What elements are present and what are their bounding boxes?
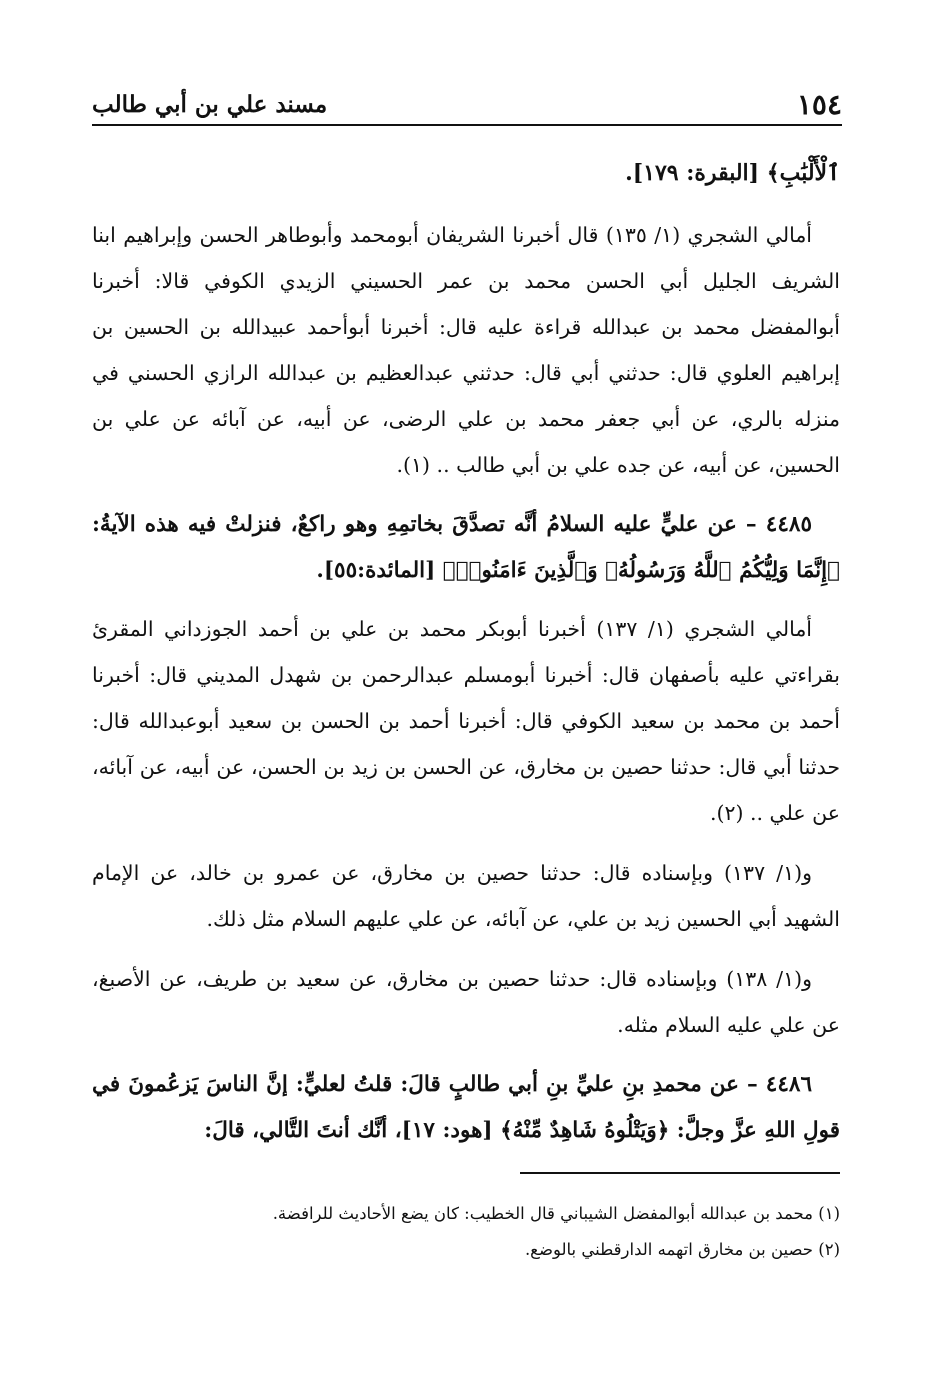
hadith-4485: ٤٤٨٥ – عن عليٍّ عليه السلامُ أنَّه تصدَّقَ بخاتمِهِ وهو راكعٌ، فنزلتْ فيه هذه الآيةُ: ﴿إِنَّمَا وَلِيُّكُمُ ٱللَّهُ وَرَسُولُهُۥ وَٱلَّذِينَ ءَامَنُوا۟﴾ [المائدة:٥٥].	[92, 512, 840, 583]
main-text	[92, 150, 840, 1166]
footnotes	[92, 1196, 840, 1268]
verse-ending: ٱلْأَلْبَٰبِ﴾ [البقرة: ١٧٩].	[625, 160, 840, 186]
source-citation-paragraph: أمالي الشجري (١/ ١٣٥) قال أخبرنا الشريفان أبومحمد وأبوطاهر الحسن وإبراهيم ابنا الشريف الجليل أبي الحسن محمد بن عمر الحسيني الزيدي الكوفي قالا: أخبرنا أبوالمفضل محمد بن عبدالله قراءة عليه قال: أخبرنا أبوأحمد عبيدالله بن الحسين بن إبراهيم العلوي قال: حدثني أبي قال: حدثني عبدالعظيم بن عبدالله الرازي الحسني في منزله بالري، عن أبي جعفر محمد بن علي الرضى، عن أبيه، عن آبائه عن علي بن الحسين، عن أبيه، عن جده علي بن أبي طالب .. (١).	[92, 223, 840, 477]
footnote-divider	[520, 1172, 840, 1174]
running-header	[92, 84, 842, 126]
footnote-1: (١) محمد بن عبدالله أبوالمفضل الشيباني قال الخطيب: كان يضع الأحاديث للرافضة.	[272, 1204, 840, 1223]
running-title: مسند علي بن أبي طالب	[92, 91, 328, 118]
source-citation-paragraph: و(١/ ١٣٧) وبإسناده قال: حدثنا حصين بن مخارق، عن عمرو بن خالد، عن الإمام الشهيد أبي الحسين زيد بن علي، عن آبائه، عن علي عليهم السلام مثل ذلك.	[92, 861, 840, 931]
source-citation-paragraph: أمالي الشجري (١/ ١٣٧) أخبرنا أبوبكر محمد بن علي بن أحمد الجوزداني المقرئ بقراءتي عليه بأصفهان قال: أخبرنا أبومسلم عبدالرحمن بن شهدل المديني قال: أخبرنا أحمد بن محمد بن سعيد الكوفي قال: أخبرنا أحمد بن الحسن بن سعيد أبوعبدالله قال: حدثنا أبي قال: حدثنا حصين بن مخارق، عن الحسن بن زيد بن الحسن، عن أبيه، عن آبائه، عن علي .. (٢).	[92, 617, 840, 825]
footnote-2: (٢) حصين بن مخارق اتهمه الدارقطني بالوضع.	[524, 1240, 840, 1259]
page-number: ١٥٤	[796, 88, 842, 121]
source-citation-paragraph: و(١/ ١٣٨) وبإسناده قال: حدثنا حصين بن مخارق، عن سعيد بن طريف، عن الأصبغ، عن علي عليه السلام مثله.	[92, 967, 840, 1037]
hadith-4486: ٤٤٨٦ – عن محمدِ بنِ عليِّ بنِ أبي طالبٍ قالَ: قلتُ لعليٍّ: إنَّ الناسَ يَزعُمونَ في قولِ اللهِ عزَّ وجلَّ: ﴿وَيَتْلُوهُ شَاهِدٌ مِّنْهُ﴾ [هود: ١٧]، أنَّك أنتَ التَّالي، قالَ:	[92, 1072, 840, 1143]
